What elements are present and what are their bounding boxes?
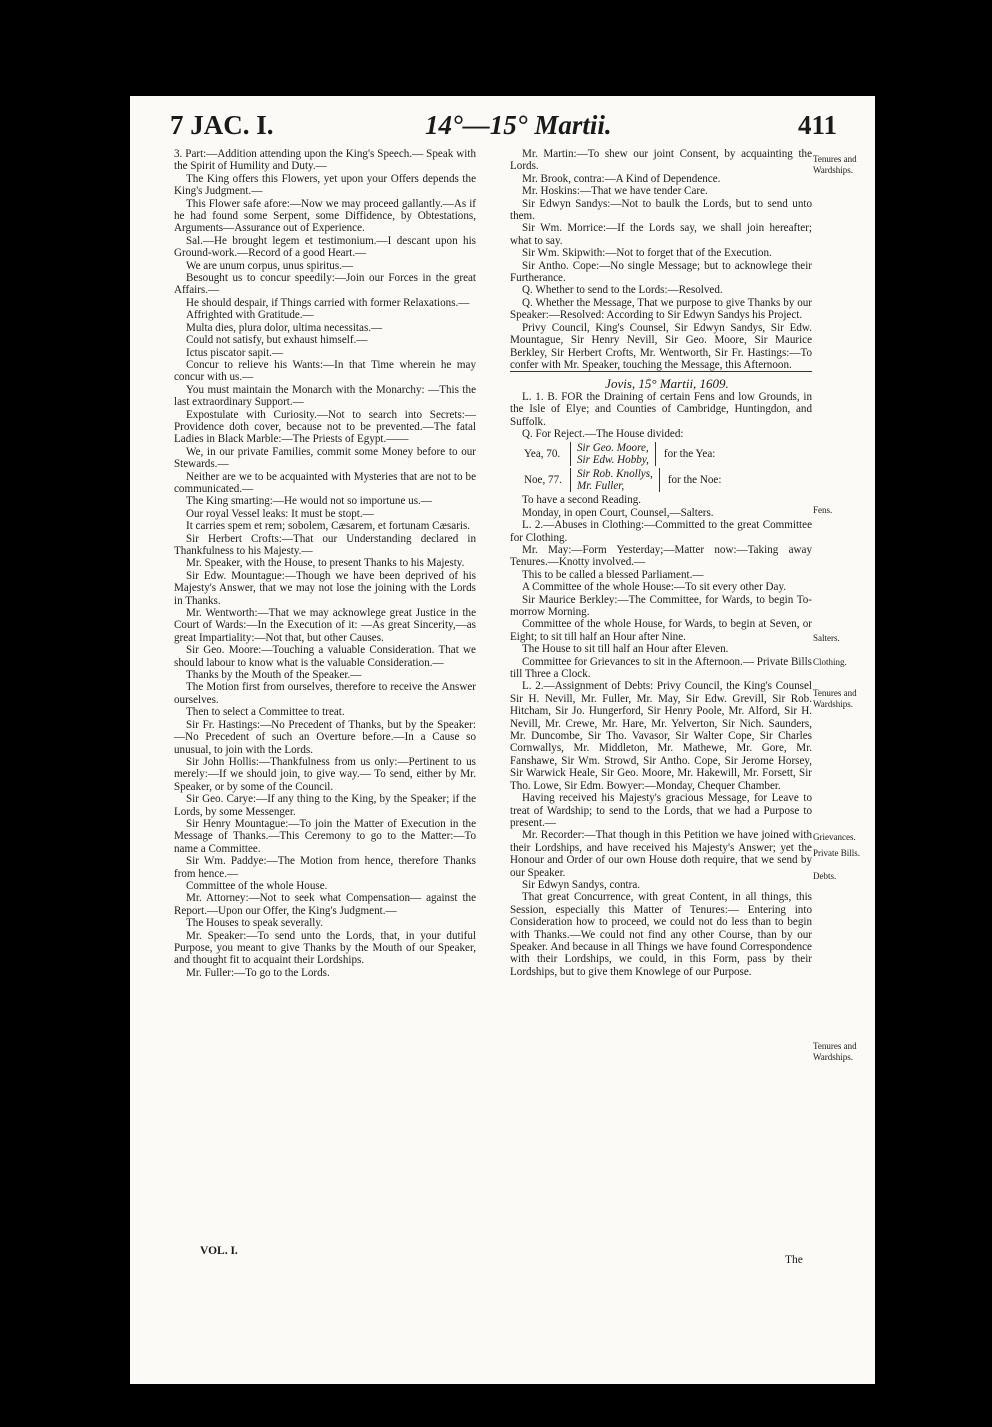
- paragraph: Mr. Fuller:—To go to the Lords.: [186, 966, 330, 979]
- paragraph: The King smarting:—He would not so importune us.—: [186, 495, 432, 508]
- session-heading: Jovis, 15° Martii, 1609.: [510, 371, 812, 390]
- paragraph: Committee of the whole House, for Wards, to begin at Seven, or Eight; to sit till half an Hour after Nine.: [510, 618, 812, 643]
- paragraph: Affrighted with Gratitude.—: [186, 309, 314, 322]
- vote-count: Noe, 77.: [524, 474, 562, 487]
- paragraph: Mr. Hoskins:—That we have tender Care.: [522, 185, 708, 198]
- paragraph: Sir Antho. Cope:—No single Message; but to acknowlege their Furtherance.: [510, 259, 812, 285]
- regnal-year: 7 JAC. I.: [170, 110, 274, 140]
- paragraph: You must maintain the Monarch with the Monarchy: —This the last extraordinary Support.—: [174, 383, 476, 409]
- paragraph: Thanks by the Mouth of the Speaker.—: [186, 669, 362, 682]
- paragraph: Mr. Brook, contra:—A Kind of Dependence.: [522, 172, 721, 185]
- paragraph: Committee of the whole House.: [186, 879, 328, 892]
- paragraph: Mr. May:—Form Yesterday;—Matter now:—Taking away Tenures.—Knotty involved.—: [510, 543, 812, 569]
- paragraph: Could not satisfy, but exhaust himself.—: [186, 334, 368, 347]
- paragraph: Neither are we to be acquainted with Mysteries that are not to be communicated.—: [174, 470, 476, 495]
- paragraph: Mr. Attorney:—Not to seek what Compensation— against the Report.—Upon our Offer, the King's Judgment.—: [174, 892, 476, 917]
- paragraph: Sir Wm. Paddye:—The Motion from hence, therefore Thanks from hence.—: [174, 855, 476, 880]
- paragraph: L. 2.—Assignment of Debts: Privy Council, the King's Counsel Sir H. Nevill, Mr. Fuller, Mr. May, Sir Edw. Grevill, Sir Rob. Hitcham, Sir Jo. Hungerford, Sir Henry Poole, Mr. Alford, Sir H. Nevill, Mr. Crewe, Mr. Hare, Mr. Yelverton, Sir Nich. Saunders, Mr. Duncombe, Sir Tho. Vavasor, Sir Walter Cope, Sir Charles Cornwallys, Mr. Middleton, Mr. Mathewe, Mr. Gore, Mr. Fanshawe, Sir Wm. Strowd, Sir Antho. Cope, Sir Jerome Horsey, Sir Warwick Heale, Sir Geo. Moore, Mr. Hakewill, Mr. Forsett, Sir Tho. Lowe, Sir Edm. Bowyer:—Monday, Chequer Chamber.: [510, 680, 812, 792]
- tellers: [570, 442, 656, 466]
- paragraph: The Houses to speak severally.: [186, 917, 323, 930]
- journal-page: [130, 96, 875, 1384]
- vote-result: for the Yea:: [663, 448, 716, 461]
- paragraph: We, in our private Families, commit some Money before to our Stewards.—: [174, 445, 476, 471]
- paragraph: We are unum corpus, unus spiritus.—: [186, 259, 354, 272]
- paragraph: Monday, in open Court, Counsel,—Salters.: [522, 506, 714, 519]
- paragraph: Sir Edwyn Sandys, contra.: [522, 878, 641, 891]
- catchword: The: [785, 1254, 803, 1266]
- paragraph: The Motion first from ourselves, therefore to receive the Answer ourselves.: [174, 681, 476, 706]
- paragraph: Sir Geo. Moore:—Touching a valuable Consideration. That we should labour to know what is the valuable Consideration.—: [174, 644, 476, 669]
- teller-name: Sir Geo. Moore,: [577, 442, 649, 455]
- paragraph: The King offers this Flowers, yet upon your Offers depends the King's Judgment.—: [174, 172, 476, 198]
- paragraph: That great Concurrence, with great Content, in all things, this Session, especially this Matter of Tenures:— Entering into Consideration how to proceed, we could not do less than to begin with Thanks.—We could not find any other Course, than by our Speaker. And because in all Things we have found Correspondence with their Lordships, we could, in this Form, pass by their Lordships, but to give them Knowlege of our Purpose.: [510, 891, 812, 978]
- paragraph: Sir Edwyn Sandys:—Not to baulk the Lords, but to send unto them.: [510, 197, 812, 223]
- margin-note: Tenures and Wardships.: [813, 688, 857, 709]
- paragraph: A Committee of the whole House:—To sit every other Day.: [522, 581, 787, 594]
- right-column-bottom: [510, 494, 812, 978]
- paragraph: Sir Herbert Crofts:—That our Understanding declared in Thankfulness to his Majesty.—: [174, 532, 476, 557]
- date-heading: 14°—15° Martii.: [425, 110, 612, 140]
- paragraph: Mr. Speaker:—To send unto the Lords, that, in your dutiful Purpose, you meant to give Thanks by the Mouth of our Speaker, and thought fit to acquaint their Lordships.: [174, 929, 476, 967]
- vote-result: for the Noe:: [667, 474, 722, 487]
- paragraph: Having received his Majesty's gracious Message, for Leave to treat of Wardship; to send to the Lords, that we had a Purpose to present.—: [510, 792, 812, 829]
- paragraph: He should despair, if Things carried with former Relaxations.—: [186, 296, 470, 309]
- paragraph: Sir Henry Mountague:—To join the Matter of Execution in the Message of Thanks.—This Ceremony to go to the Matter:—To name a Committee.: [174, 817, 476, 855]
- paragraph: The House to sit till half an Hour after Eleven.: [522, 643, 729, 656]
- margin-note: Salters.: [813, 633, 840, 643]
- page-number: 411: [797, 110, 837, 140]
- paragraph: Privy Council, King's Counsel, Sir Edwyn Sandys, Sir Edw. Mountague, Sir Henry Nevill, Sir Geo. Moore, Sir Maurice Berkley, Sir Herbert Crofts, Mr. Wentworth, Sir Fr. Hastings:—To confer with Mr. Speaker, touching the Message, this Afternoon.: [510, 321, 812, 371]
- paragraph: Committee for Grievances to sit in the Afternoon.— Private Bills till Three a Clock.: [510, 655, 812, 681]
- paragraph: Multa dies, plura dolor, ultima necessitas.—: [186, 321, 383, 334]
- paragraph: Mr. Wentworth:—That we may acknowlege great Justice in the Court of Wards:—In the Execution of it: —As great Sincerity,—as great Impartiality:—Not that, but other Causes.: [174, 607, 476, 644]
- paragraph: Our royal Vessel leaks: It must be stopt.—: [186, 507, 374, 520]
- left-column: [174, 148, 476, 979]
- paragraph: L. 1. B. FOR the Draining of certain Fens and low Grounds, in the Isle of Elye; and Counties of Cambridge, Huntingdon, and Suffolk.: [510, 390, 812, 428]
- paragraph: Q. Whether to send to the Lords:—Resolved.: [522, 284, 723, 297]
- paragraph: This Flower safe afore:—Now we may proceed gallantly.—As if he had found some Serpent, some Diffidence, by Obtestations, Arguments—Assurance out of Experience.: [174, 197, 476, 235]
- paragraph: Mr. Martin:—To shew our joint Consent, by acquainting the Lords.: [510, 148, 812, 173]
- margin-note: Debts.: [813, 871, 837, 881]
- margin-note: Tenures and Wardships.: [813, 1041, 857, 1062]
- paragraph: It carries spem et rem; sobolem, Cæsarem, et fortunam Cæsaris.: [186, 520, 471, 533]
- margin-note: Fens.: [813, 505, 833, 515]
- paragraph: Q. Whether the Message, That we purpose to give Thanks by our Speaker:—Resolved: According to Sir Edwyn Sandys his Project.: [510, 296, 812, 322]
- page-header: [170, 110, 837, 150]
- tellers: [570, 468, 660, 492]
- vote-row: [524, 468, 812, 492]
- paragraph: Sir Wm. Skipwith:—Not to forget that of the Execution.: [522, 247, 772, 260]
- right-column-mid: [510, 391, 812, 441]
- paragraph: L. 2.—Abuses in Clothing:—Committed to the great Committee for Clothing.: [510, 519, 812, 544]
- paragraph: Sir Maurice Berkley:—The Committee, for Wards, to begin To-morrow Morning.: [510, 593, 812, 618]
- paragraph: Sal.—He brought legem et testimonium.—I descant upon his Ground-work.—Record of a good Heart.—: [174, 234, 476, 260]
- paragraph: Then to select a Committee to treat.: [186, 706, 345, 719]
- paragraph: This to be called a blessed Parliament.—: [522, 568, 704, 581]
- teller-name: Sir Edw. Hobby,: [577, 454, 649, 467]
- teller-name: Sir Rob. Knollys,: [577, 468, 653, 481]
- paragraph: Sir John Hollis:—Thankfulness from us only:—Pertinent to us merely:—If we should join, to give way.— To send, either by Mr. Speaker, or by some of the Council.: [174, 755, 476, 793]
- paragraph: Concur to relieve his Wants:—In that Time wherein he may concur with us.—: [174, 358, 476, 384]
- vote-count: Yea, 70.: [524, 448, 561, 461]
- paragraph: Sir Geo. Carye:—If any thing to the King, by the Speaker; if the Lords, by some Messenger.: [174, 793, 476, 818]
- paragraph: Sir Fr. Hastings:—No Precedent of Thanks, but by the Speaker:—No Precedent of such an Overture before.—In a Cause so unusual, to join with the Lords.: [174, 718, 476, 756]
- margin-note: Clothing.: [813, 657, 847, 667]
- paragraph: Sir Wm. Morrice:—If the Lords say, we shall join hereafter; what to say.: [510, 222, 812, 247]
- paragraph: Besought us to concur speedily:—Join our Forces in the great Affairs.—: [174, 272, 476, 297]
- paragraph: 3. Part:—Addition attending upon the King's Speech.— Speak with the Spirit of Humility and Duty.—: [174, 148, 476, 173]
- paragraph: To have a second Reading.: [522, 494, 642, 507]
- right-column: [510, 148, 812, 978]
- paragraph: Mr. Speaker, with the House, to present Thanks to his Majesty.: [186, 557, 465, 570]
- paragraph: Mr. Recorder:—That though in this Petition we have joined with their Lordships, and have received his Majesty's Answer; yet the Honour and Order of our own House doth require, that we send by our Speaker.: [510, 829, 812, 879]
- margin-note: Grievances.: [813, 832, 856, 842]
- margin-note: Private Bills.: [813, 848, 860, 858]
- paragraph: Q. For Reject.—The House divided:: [522, 427, 684, 440]
- paragraph: Ictus piscator sapit.—: [186, 346, 284, 359]
- volume-signature: VOL. I.: [200, 1245, 238, 1257]
- paragraph: Expostulate with Curiosity.—Not to search into Secrets:—Providence doth cover, because not to be prevented.—The fatal Ladies in Black Marble:—The Priests of Egypt.——: [174, 408, 476, 446]
- right-column-top: [510, 148, 812, 371]
- teller-name: Mr. Fuller,: [577, 480, 625, 493]
- paragraph: Sir Edw. Mountague:—Though we have been deprived of his Majesty's Answer, that we may not lose the joining with the Lords in Thanks.: [174, 569, 476, 607]
- vote-row: [524, 442, 812, 466]
- margin-note: Tenures and Wardships.: [813, 154, 857, 175]
- division-votes: [510, 442, 812, 492]
